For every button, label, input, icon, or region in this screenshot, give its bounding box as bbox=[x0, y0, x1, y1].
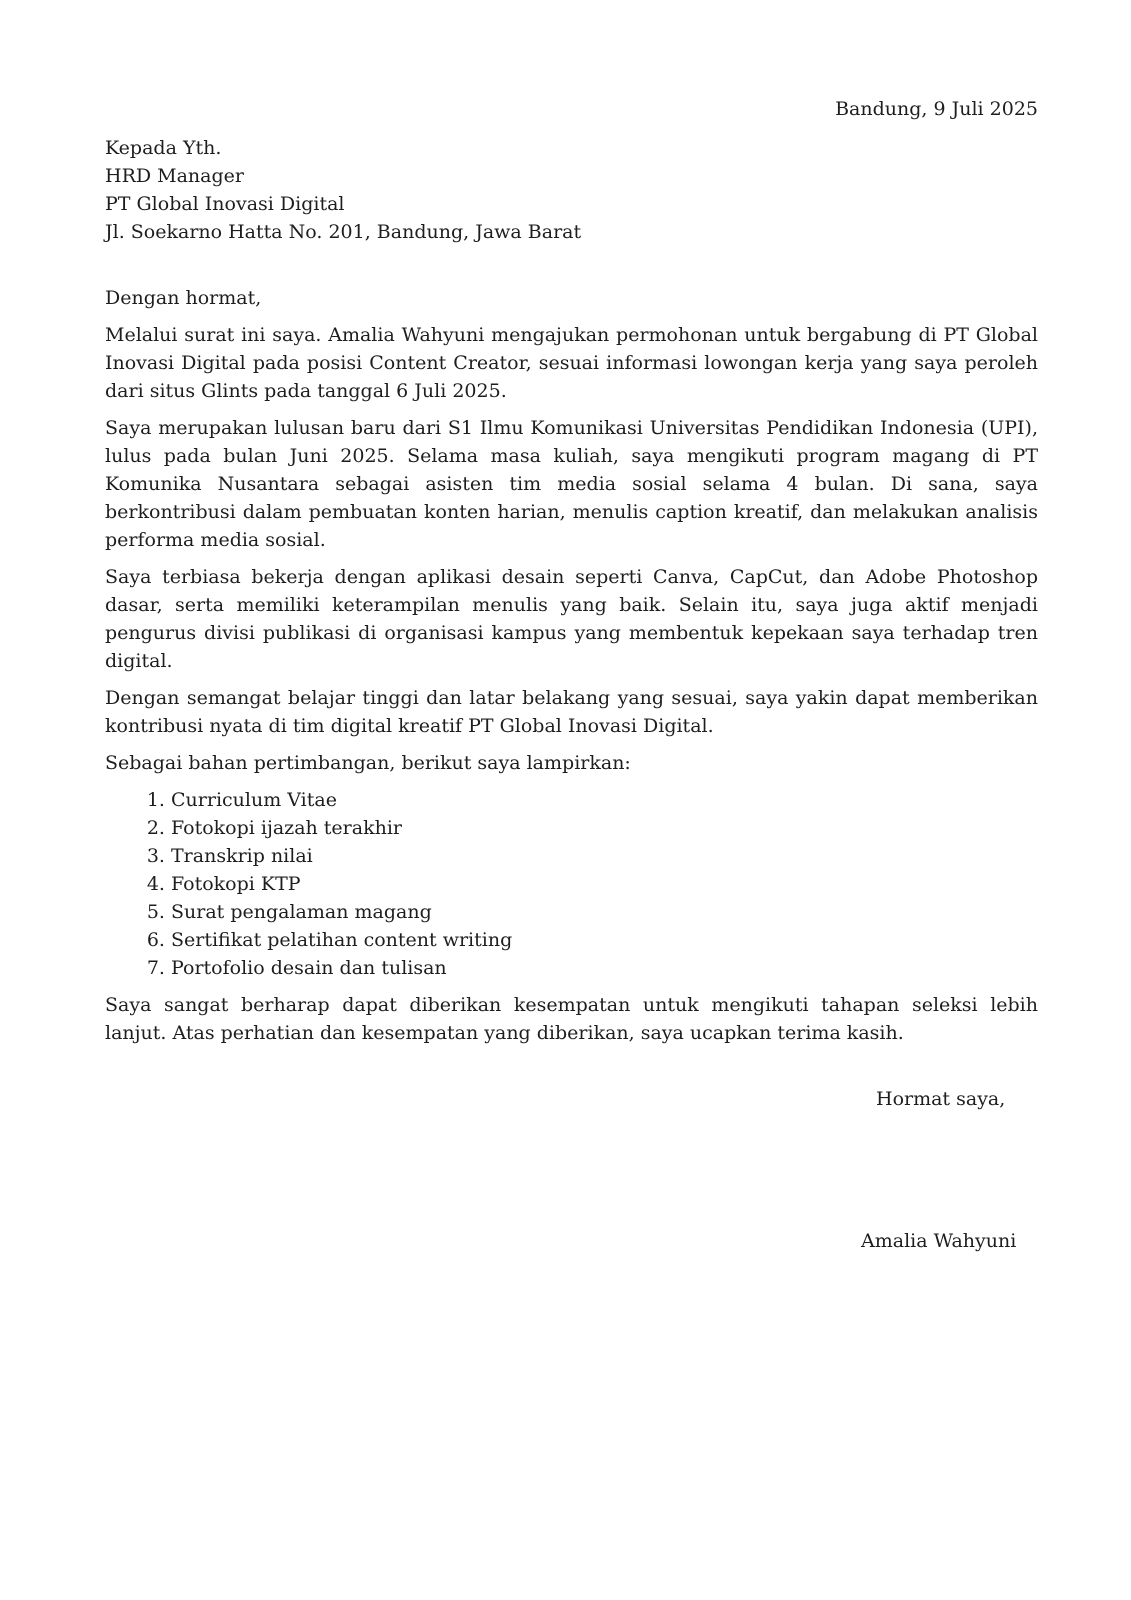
signature-name: Amalia Wahyuni bbox=[861, 1230, 1017, 1252]
salutation: Dengan hormat, bbox=[105, 287, 262, 309]
letter-date: Bandung, 9 Juli 2025 bbox=[835, 98, 1038, 120]
recipient-title: HRD Manager bbox=[105, 165, 244, 187]
attachment-item: 7. Portofolio desain dan tulisan bbox=[171, 954, 1038, 982]
paragraph-skills: Saya terbiasa bekerja dengan aplikasi desain seperti Canva, CapCut, dan Adobe Photoshop dasar, serta memiliki keterampilan menulis yang baik. Selain itu, saya juga aktif menjadi pengurus divisi publikasi di organisasi kampus yang membentuk kepekaan saya terhadap tren digital. bbox=[105, 566, 1038, 672]
attachment-item: 5. Surat pengalaman magang bbox=[171, 898, 1038, 926]
recipient-address: Jl. Soekarno Hatta No. 201, Bandung, Jawa Barat bbox=[105, 221, 582, 243]
attachment-item: 1. Curriculum Vitae bbox=[171, 786, 1038, 814]
paragraph-motivation: Dengan semangat belajar tinggi dan latar belakang yang sesuai, saya yakin dapat memberikan kontribusi nyata di tim digital kreatif PT Global Inovasi Digital. bbox=[105, 687, 1038, 737]
paragraph-education: Saya merupakan lulusan baru dari S1 Ilmu Komunikasi Universitas Pendidikan Indonesia (UPI), lulus pada bulan Juni 2025. Selama masa kuliah, saya mengikuti program magang di PT Komunika Nusantara sebagai asisten tim media sosial selama 4 bulan. Di sana, saya berkontribusi dalam pembuatan konten harian, menulis caption kreatif, dan melakukan analisis performa media sosial. bbox=[105, 417, 1038, 551]
attachment-item: 2. Fotokopi ijazah terakhir bbox=[171, 814, 1038, 842]
attachment-item: 6. Sertifikat pelatihan content writing bbox=[171, 926, 1038, 954]
attachments-intro: Sebagai bahan pertimbangan, berikut saya lampirkan: bbox=[105, 752, 631, 774]
letter-body bbox=[105, 284, 1038, 1056]
paragraph-intro: Melalui surat ini saya. Amalia Wahyuni mengajukan permohonan untuk bergabung di PT Global Inovasi Digital pada posisi Content Creator, sesuai informasi lowongan kerja yang saya peroleh dari situs Glints pada tanggal 6 Juli 2025. bbox=[105, 324, 1038, 402]
attachment-item: 4. Fotokopi KTP bbox=[171, 870, 1038, 898]
recipient-company: PT Global Inovasi Digital bbox=[105, 193, 345, 215]
recipient-greeting: Kepada Yth. bbox=[105, 137, 222, 159]
paragraph-closing: Saya sangat berharap dapat diberikan kesempatan untuk mengikuti tahapan seleksi lebih lanjut. Atas perhatian dan kesempatan yang diberikan, saya ucapkan terima kasih. bbox=[105, 994, 1038, 1044]
attachments-list bbox=[105, 786, 1038, 982]
attachment-item: 3. Transkrip nilai bbox=[171, 842, 1038, 870]
closing-phrase: Hormat saya, bbox=[876, 1088, 1006, 1110]
recipient-block bbox=[105, 134, 581, 246]
